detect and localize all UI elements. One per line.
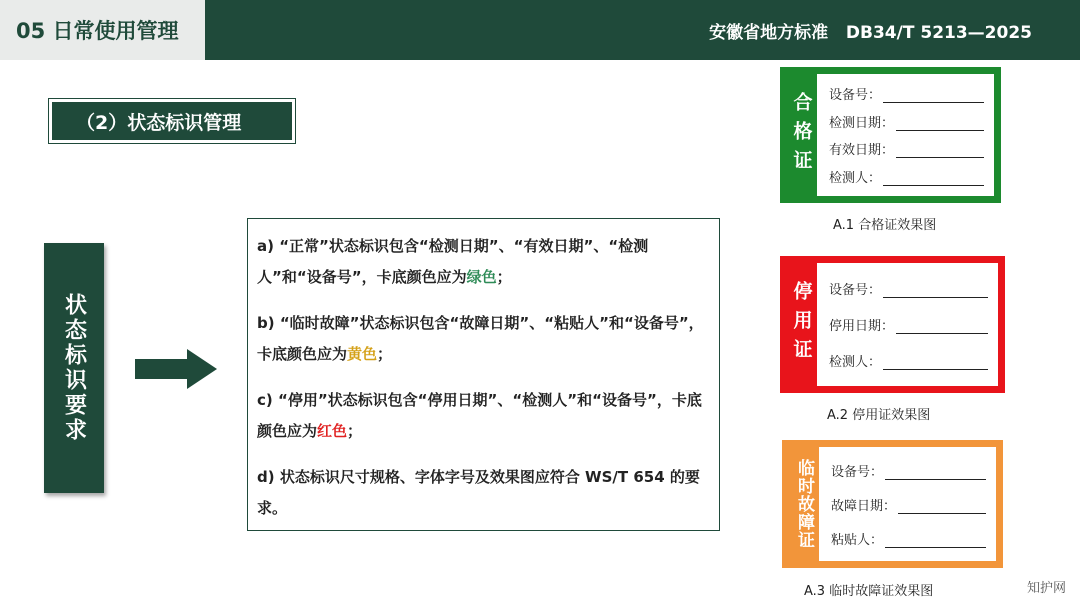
section-title: 05 日常使用管理 bbox=[0, 0, 205, 60]
qualified-card-fields bbox=[817, 74, 994, 196]
card-field: 有效日期： bbox=[829, 139, 984, 158]
card-field: 粘贴人： bbox=[831, 529, 986, 548]
card-field: 故障日期： bbox=[831, 495, 986, 514]
disabled-card-fields bbox=[817, 263, 998, 386]
temp-fault-card-caption: A.3 临时故障证效果图 bbox=[804, 584, 934, 599]
disabled-card bbox=[780, 256, 1005, 393]
card-field: 检测日期： bbox=[829, 112, 984, 131]
card-field: 检测人： bbox=[829, 351, 988, 370]
card-field: 停用日期： bbox=[829, 315, 988, 334]
card-field: 检测人： bbox=[829, 167, 984, 186]
requirements-box bbox=[247, 218, 720, 531]
subtitle-box bbox=[48, 98, 296, 144]
card-field: 设备号： bbox=[831, 461, 986, 480]
arrow-right-icon bbox=[135, 349, 217, 389]
disabled-card-caption: A.2 停用证效果图 bbox=[827, 408, 931, 423]
qualified-card bbox=[780, 67, 1001, 203]
qualified-card-title: 合格证 bbox=[790, 91, 813, 179]
card-field: 设备号： bbox=[829, 84, 984, 103]
card-field: 设备号： bbox=[829, 279, 988, 298]
subtitle-text: （2）状态标识管理 bbox=[52, 102, 292, 140]
standard-code: 安徽省地方标准 DB34/T 5213—2025 bbox=[709, 22, 1032, 43]
header-bar bbox=[0, 0, 1080, 60]
side-label: 状态标识要求 bbox=[44, 243, 104, 493]
qualified-card-caption: A.1 合格证效果图 bbox=[833, 218, 937, 233]
requirement-item: d) 状态标识尺寸规格、字体字号及效果图应符合 WS/T 654 的要求。 bbox=[257, 468, 700, 517]
requirement-item: c) “停用”状态标识包含“停用日期”、“检测人”和“设备号”，卡底颜色应为红色； bbox=[257, 391, 702, 440]
requirement-item: b) “临时故障”状态标识包含“故障日期”、“粘贴人”和“设备号”，卡底颜色应为黄色； bbox=[257, 314, 704, 363]
temp-fault-card bbox=[782, 440, 1003, 568]
disabled-card-title: 停用证 bbox=[790, 281, 813, 368]
temp-fault-card-fields bbox=[819, 447, 996, 561]
watermark: 知护网 bbox=[1026, 581, 1066, 596]
requirement-item: a) “正常”状态标识包含“检测日期”、“有效日期”、“检测人”和“设备号”，卡底颜色应为绿色； bbox=[257, 237, 649, 286]
temp-fault-card-title: 临时故障证 bbox=[794, 459, 814, 549]
